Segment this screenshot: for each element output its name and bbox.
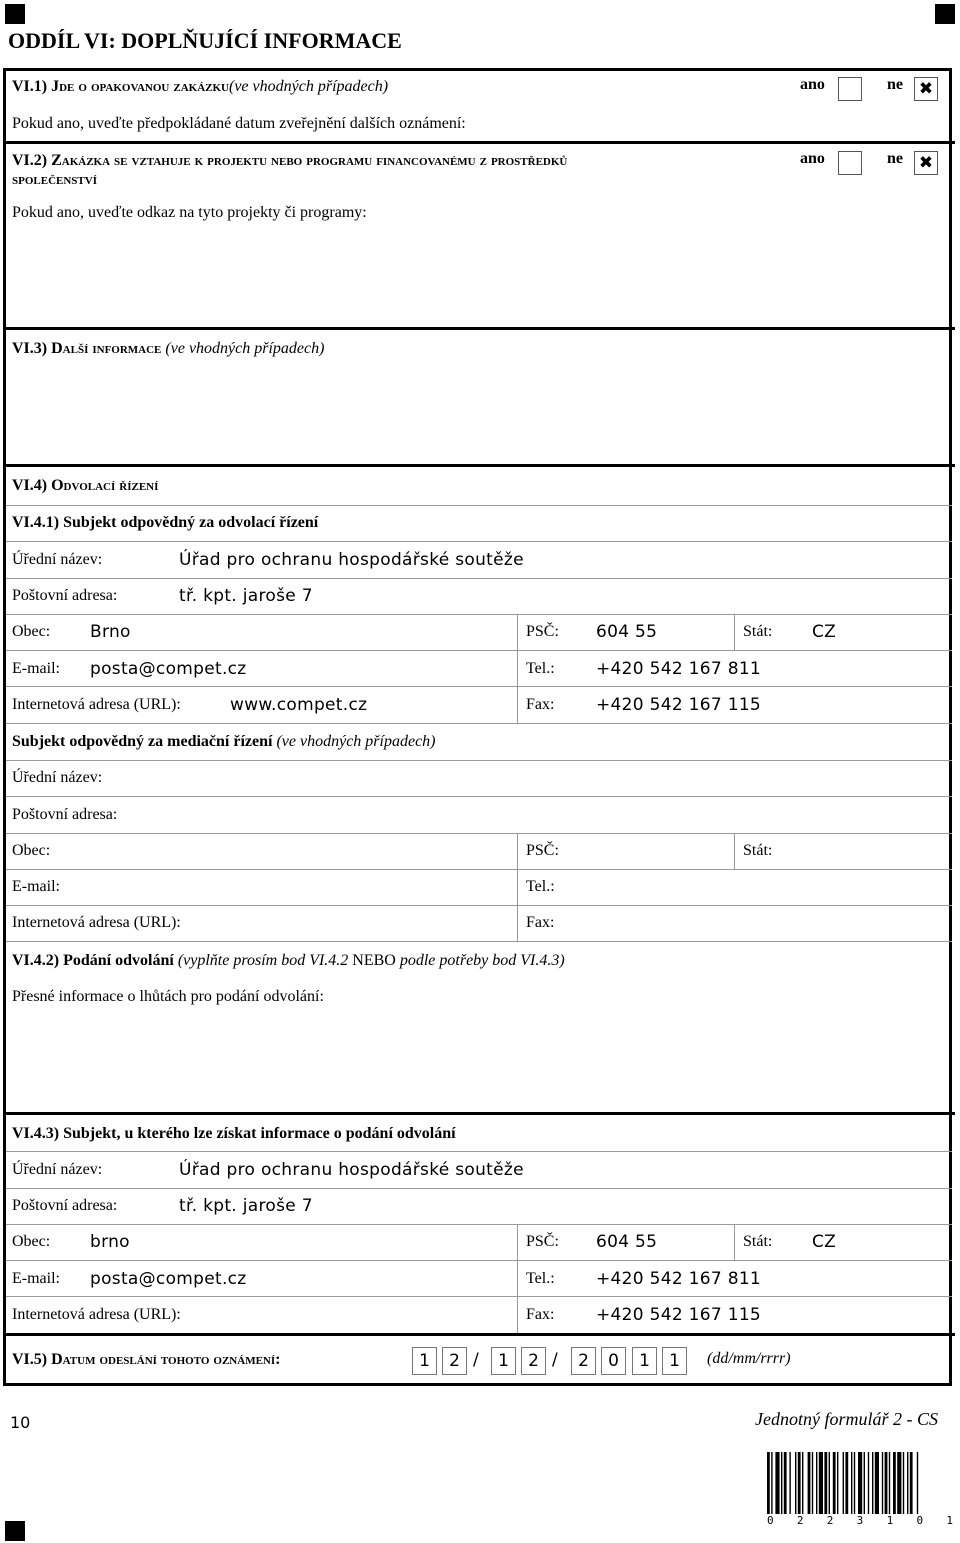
- barcode-bar: [851, 1452, 852, 1514]
- appeal-fax-label: Fax:: [526, 696, 555, 713]
- date-month-digit-1[interactable]: 1: [491, 1347, 516, 1375]
- vi1-ne-label: ne: [887, 76, 903, 93]
- appeal-email-label: E-mail:: [12, 660, 60, 677]
- barcode-bar: [781, 1452, 782, 1514]
- divider: [6, 869, 952, 870]
- column-divider: [517, 833, 518, 941]
- vi4-2-heading: [12, 952, 565, 970]
- mediation-psc-label: PSČ:: [526, 842, 559, 859]
- barcode-bar: [907, 1452, 908, 1514]
- barcode-bar: [771, 1452, 772, 1514]
- barcode-bar: [808, 1452, 811, 1514]
- column-divider: [517, 614, 518, 723]
- appeal-psc-label: PSČ:: [526, 623, 559, 640]
- mediation-heading: [12, 733, 436, 751]
- mediation-email-label: E-mail:: [12, 878, 60, 895]
- vi1-note: (ve vhodných případech): [229, 78, 389, 95]
- vi4-heading: [12, 477, 158, 495]
- barcode-digit: 1: [946, 1514, 953, 1527]
- barcode-digit: 3: [856, 1514, 864, 1527]
- mediation-tel-label: Tel.:: [526, 878, 555, 895]
- barcode-bar: [882, 1452, 883, 1514]
- mediation-url-label: Internetová adresa (URL):: [12, 914, 181, 931]
- info-url-label: Internetová adresa (URL):: [12, 1306, 181, 1323]
- divider: [6, 1151, 952, 1152]
- appeal-tel-label: Tel.:: [526, 660, 555, 677]
- barcode-bar: [864, 1452, 865, 1514]
- info-state-value[interactable]: CZ: [812, 1232, 837, 1252]
- section-title: ODDÍL VI: DOPLŇUJÍCÍ INFORMACE: [8, 28, 402, 53]
- divider: [6, 1296, 952, 1297]
- barcode-bar: [833, 1452, 836, 1514]
- vi2-ano-checkbox[interactable]: [838, 151, 862, 175]
- vi2-ne-label: ne: [887, 150, 903, 167]
- vi4-1-title: VI.4.1) Subjekt odpovědný za odvolací řízení: [12, 514, 319, 531]
- divider: [6, 614, 952, 615]
- divider: [6, 760, 952, 761]
- appeal-psc-value[interactable]: 604 55: [596, 622, 658, 642]
- mediation-fax-label: Fax:: [526, 914, 555, 931]
- date-separator: /: [473, 1350, 479, 1370]
- date-format-hint: (dd/mm/rrrr): [707, 1350, 791, 1367]
- barcode: [767, 1452, 953, 1514]
- barcode-bar: [829, 1452, 830, 1514]
- info-town-value[interactable]: brno: [90, 1232, 130, 1252]
- column-divider: [734, 833, 735, 869]
- vi1-followup-line: Pokud ano, uveďte předpokládané datum zveřejnění dalších oznámení:: [12, 115, 466, 132]
- barcode-bar: [802, 1452, 803, 1514]
- divider: [6, 1188, 952, 1189]
- divider: [6, 941, 952, 942]
- divider: [6, 796, 952, 797]
- vi4-number: VI.4): [12, 477, 48, 494]
- divider: [6, 723, 952, 724]
- info-fax-value[interactable]: +420 542 167 115: [596, 1305, 762, 1325]
- divider: [6, 541, 952, 542]
- mediation-title: Subjekt odpovědný za mediační řízení: [12, 733, 273, 750]
- vi5-number: VI.5): [12, 1351, 48, 1368]
- appeal-tel-value[interactable]: +420 542 167 811: [596, 659, 762, 679]
- barcode-bar: [843, 1452, 844, 1514]
- mediation-town-label: Obec:: [12, 842, 51, 859]
- divider: [3, 464, 955, 467]
- appeal-url-label: Internetová adresa (URL):: [12, 696, 181, 713]
- mediation-name-label: Úřední název:: [12, 769, 103, 786]
- vi2-title: Zakázka se vztahuje k projektu nebo programu financovanému z prostředků: [51, 152, 568, 169]
- vi2-heading: [12, 151, 567, 189]
- vi1-ano-label: ano: [800, 76, 825, 93]
- barcode-bar: [893, 1452, 896, 1514]
- appeal-postal-label: Poštovní adresa:: [12, 587, 118, 604]
- vi3-title: Další informace: [51, 340, 162, 357]
- page-number: 10: [10, 1413, 31, 1432]
- appeal-state-label: Stát:: [743, 623, 773, 640]
- registration-mark-top-left: [5, 4, 25, 24]
- divider: [6, 1260, 952, 1261]
- vi4-2-nebo: NEBO: [352, 952, 396, 969]
- info-town-label: Obec:: [12, 1233, 51, 1250]
- registration-mark-top-right: [935, 4, 955, 24]
- info-state-label: Stát:: [743, 1233, 773, 1250]
- info-fax-label: Fax:: [526, 1306, 555, 1323]
- info-psc-value[interactable]: 604 55: [596, 1232, 658, 1252]
- barcode-bar: [784, 1452, 787, 1514]
- barcode-digit: 2: [796, 1514, 804, 1527]
- date-year-digit-3[interactable]: 1: [632, 1347, 657, 1375]
- mediation-postal-label: Poštovní adresa:: [12, 806, 118, 823]
- barcode-bar: [775, 1452, 779, 1514]
- appeal-postal-value[interactable]: tř. kpt. jaroše 7: [179, 586, 313, 606]
- barcode-bar: [917, 1452, 918, 1514]
- divider: [6, 833, 952, 834]
- vi3-heading: [12, 340, 324, 358]
- info-tel-label: Tel.:: [526, 1270, 555, 1287]
- form-name: Jednotný formulář 2 - CS: [755, 1409, 938, 1429]
- appeal-email-value[interactable]: posta@compet.cz: [90, 659, 247, 679]
- vi4-title: Odvolací řízení: [51, 477, 159, 494]
- divider: [6, 1224, 952, 1225]
- divider: [6, 578, 952, 579]
- appeal-fax-value[interactable]: +420 542 167 115: [596, 695, 762, 715]
- barcode-bar: [889, 1452, 890, 1514]
- vi5-title: Datum odeslání tohoto oznámení:: [51, 1351, 281, 1368]
- barcode-bar: [767, 1452, 770, 1514]
- barcode-bar: [816, 1452, 817, 1514]
- barcode-bar: [875, 1452, 879, 1514]
- vi1-heading: [12, 78, 388, 96]
- divider: [3, 1333, 955, 1336]
- barcode-bar: [837, 1452, 838, 1514]
- date-day-digit-1[interactable]: 1: [412, 1347, 437, 1375]
- info-email-label: E-mail:: [12, 1270, 60, 1287]
- barcode-bar: [824, 1452, 827, 1514]
- divider: [6, 686, 952, 687]
- vi1-title: Jde o opakovanou zakázku: [51, 78, 229, 95]
- barcode-bar: [798, 1452, 801, 1514]
- barcode-bar: [854, 1452, 855, 1514]
- info-postal-value[interactable]: tř. kpt. jaroše 7: [179, 1196, 313, 1216]
- divider: [6, 650, 952, 651]
- info-name-label: Úřední název:: [12, 1161, 103, 1178]
- barcode-bar: [868, 1452, 869, 1514]
- vi2-followup-line: Pokud ano, uveďte odkaz na tyto projekty či programy:: [12, 204, 367, 221]
- vi2-title-line2: společenství: [12, 171, 97, 188]
- date-year-digit-2[interactable]: 0: [601, 1347, 626, 1375]
- barcode-bar: [858, 1452, 862, 1514]
- divider: [3, 141, 955, 144]
- barcode-bar: [819, 1452, 823, 1514]
- barcode-bar: [885, 1452, 888, 1514]
- vi1-ne-checkbox[interactable]: ✖: [914, 77, 938, 101]
- appeal-town-value[interactable]: Brno: [90, 622, 131, 642]
- vi5-heading: [12, 1351, 280, 1369]
- barcode-bar: [903, 1452, 904, 1514]
- barcode-number: [767, 1514, 953, 1527]
- appeal-name-value[interactable]: Úřad pro ochranu hospodářské soutěže: [179, 550, 524, 570]
- barcode-digit: 2: [826, 1514, 834, 1527]
- date-month-digit-2[interactable]: 2: [521, 1347, 546, 1375]
- vi4-2-title: VI.4.2) Podání odvolání: [12, 952, 174, 969]
- appeal-name-label: Úřední název:: [12, 551, 103, 568]
- vi4-2-deadline-line: Přesné informace o lhůtách pro podání odvolání:: [12, 988, 324, 1005]
- barcode-bar: [795, 1452, 796, 1514]
- barcode-bar: [812, 1452, 813, 1514]
- barcode-bar: [872, 1452, 873, 1514]
- column-divider: [517, 1224, 518, 1333]
- mediation-note: (ve vhodných případech): [276, 733, 436, 750]
- divider: [6, 505, 952, 506]
- info-psc-label: PSČ:: [526, 1233, 559, 1250]
- vi3-number: VI.3): [12, 340, 48, 357]
- vi1-number: VI.1): [12, 78, 48, 95]
- mediation-state-label: Stát:: [743, 842, 773, 859]
- info-email-value[interactable]: posta@compet.cz: [90, 1269, 247, 1289]
- barcode-bar: [897, 1452, 901, 1514]
- column-divider: [734, 1224, 735, 1260]
- barcode-digit: 0: [767, 1514, 774, 1527]
- vi4-2-note2: podle potřeby bod VI.4.3): [399, 952, 565, 969]
- info-postal-label: Poštovní adresa:: [12, 1197, 118, 1214]
- appeal-url-value[interactable]: www.compet.cz: [230, 695, 368, 715]
- vi3-note: (ve vhodných případech): [165, 340, 325, 357]
- barcode-bar: [789, 1452, 790, 1514]
- info-tel-value[interactable]: +420 542 167 811: [596, 1269, 762, 1289]
- info-name-value[interactable]: Úřad pro ochranu hospodářské soutěže: [179, 1160, 524, 1180]
- date-day-digit-2[interactable]: 2: [442, 1347, 467, 1375]
- barcode-digit: 0: [916, 1514, 924, 1527]
- vi4-2-note: (vyplňte prosím bod VI.4.2: [177, 952, 349, 969]
- column-divider: [734, 614, 735, 650]
- barcode-digit: 1: [886, 1514, 894, 1527]
- date-year-digit-4[interactable]: 1: [662, 1347, 687, 1375]
- appeal-town-label: Obec:: [12, 623, 51, 640]
- barcode-bar: [845, 1452, 848, 1514]
- barcode-bar: [910, 1452, 913, 1514]
- divider: [3, 327, 955, 330]
- date-year-digit-1[interactable]: 2: [571, 1347, 596, 1375]
- vi2-number: VI.2): [12, 152, 48, 169]
- divider: [6, 905, 952, 906]
- vi2-ano-label: ano: [800, 150, 825, 167]
- vi4-3-title: VI.4.3) Subjekt, u kterého lze získat informace o podání odvolání: [12, 1125, 456, 1142]
- vi2-ne-checkbox[interactable]: ✖: [914, 151, 938, 175]
- divider: [3, 1112, 955, 1115]
- registration-mark-bottom-left: [5, 1521, 25, 1541]
- appeal-state-value[interactable]: CZ: [812, 622, 837, 642]
- date-separator: /: [552, 1350, 558, 1370]
- vi1-ano-checkbox[interactable]: [838, 77, 862, 101]
